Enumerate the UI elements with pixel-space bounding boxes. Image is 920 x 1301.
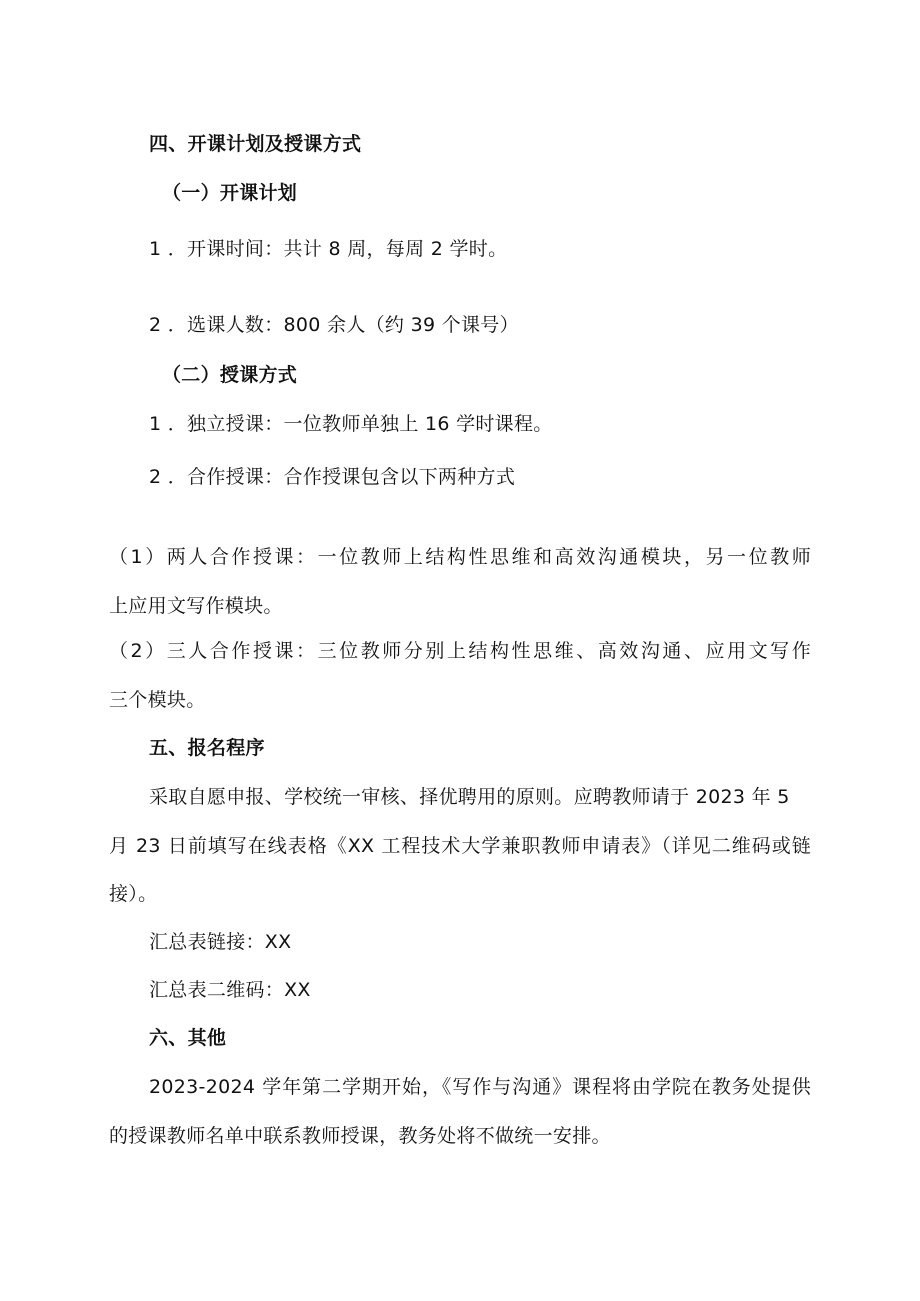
summary-qr-line: 汇总表二维码：XX	[149, 979, 311, 1001]
other-para-line-2: 的授课教师名单中联系教师授课，教务处将不做统一安排。	[109, 1125, 611, 1147]
three-person-option-line-2: 三个模块。	[109, 689, 206, 711]
independent-teaching-item: 1 ．独立授课：一位教师单独上 16 学时课程。	[149, 413, 553, 435]
section-4-1-heading: （一）开课计划	[162, 182, 298, 204]
summary-link-line: 汇总表链接：XX	[149, 931, 292, 953]
three-person-option-line-1: （2）三人合作授课：三位教师分别上结构性思维、高效沟通、应用文写作	[109, 640, 811, 662]
section-4-2-heading: （二）授课方式	[162, 364, 298, 386]
section-6-heading: 六、其他	[149, 1027, 227, 1049]
cooperative-teaching-item: 2 ．合作授课：合作授课包含以下两种方式	[149, 466, 516, 488]
two-person-option-line-2: 上应用文写作模块。	[109, 595, 283, 617]
registration-para-line-1: 采取自愿申报、学校统一审核、择优聘用的原则。应聘教师请于 2023 年 5	[149, 786, 790, 808]
enrollment-count-item: 2 ．选课人数：800 余人（约 39 个课号）	[149, 314, 519, 336]
two-person-option-line-1: （1）两人合作授课：一位教师上结构性思维和高效沟通模块，另一位教师	[109, 546, 811, 568]
section-5-heading: 五、报名程序	[149, 737, 265, 759]
schedule-duration-item: 1 ．开课时间：共计 8 周，每周 2 学时。	[149, 238, 508, 260]
registration-para-line-3: 接）。	[109, 883, 158, 905]
registration-para-line-2: 月 23 日前填写在线表格《XX 工程技术大学兼职教师申请表》（详见二维码或链	[109, 835, 811, 857]
section-4-heading: 四、开课计划及授课方式	[149, 133, 362, 155]
other-para-line-1: 2023-2024 学年第二学期开始，《写作与沟通》课程将由学院在教务处提供	[149, 1076, 811, 1098]
